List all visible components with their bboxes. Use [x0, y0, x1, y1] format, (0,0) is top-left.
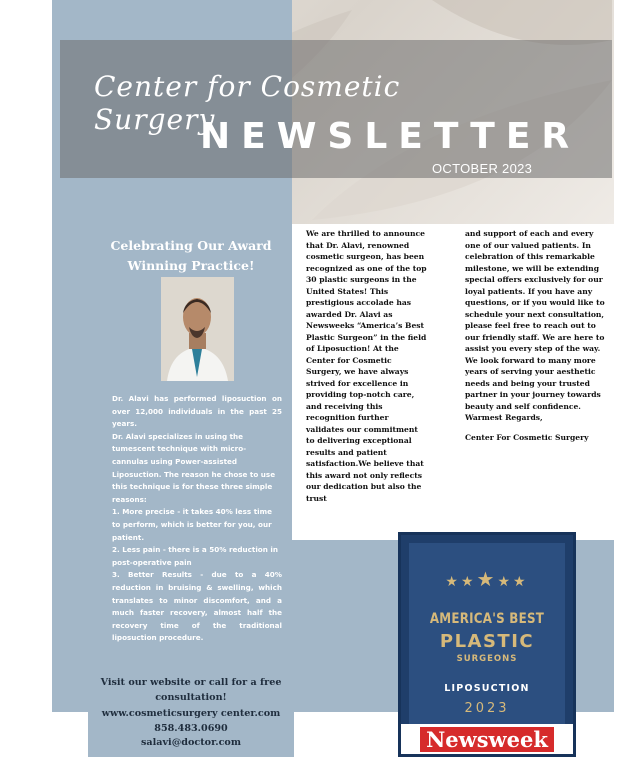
award-body: [112, 393, 282, 645]
newsweek-wordmark: Newsweek: [420, 727, 554, 752]
signature: Center For Cosmetic Surgery: [465, 432, 589, 442]
contact-cta: Visit our website or call for a free consultation!: [100, 677, 282, 703]
issue-date: OCTOBER 2023: [432, 161, 533, 176]
reason-item: 2. Less pain - there is a 50% reduction in post-operative pain: [112, 545, 278, 567]
badge-category: LIPOSUCTION: [444, 683, 530, 694]
article-column-1: [300, 224, 432, 540]
reason-item: 3. Better Results - due to a 40% reduction in bruising & swelling, which translates to minor discomfort, and a much faster recovery, almost half the recovery time of the traditional liposuction procedure.: [112, 570, 282, 643]
badge-year: 2023: [464, 701, 510, 716]
award-heading: Celebrating Our Award Winning Practice!: [110, 238, 272, 273]
badge-face: [409, 543, 565, 724]
doctor-photo: [161, 277, 234, 381]
reason-item: 1. More precise - it takes 40% less time to perform, which is better for you, our patient.: [112, 507, 272, 542]
script-title: Center for Cosmetic Surgery: [94, 70, 401, 136]
article-text-2: and support of each and every one of our valued patients. In celebration of this remarkable milestone, we will be extending special offers exclusively for our loyal patients. If you have any questions, or if you would like to schedule your next consultation, please feel free to reach out to our friendly staff. We are here to assist you every step of the way. We look forward to many more years of serving your aesthetic needs and being your trusted partner in your journey towards beauty and self confidence. Warmest Regards,: [465, 229, 605, 422]
badge-line-3: SURGEONS: [456, 654, 518, 664]
contact-block: [88, 676, 294, 751]
phone-number[interactable]: 858.483.0690: [154, 722, 228, 734]
article-text-1: We are thrilled to announce that Dr. Alavi, renowned cosmetic surgeon, has been recognized as one of the top 30 plastic surgeons in the United States! This prestigious accolade has awarded Dr. Alavi as Newsweeks “America’s Best Plastic Surgeon” in the field of Liposuction! At the Center for Cosmetic Surgery, we have always strived for excellence in providing top-notch care, and receiving this recognition further validates our commitment to delivering exceptional results and patient satisfaction.We believe that this award not only reflects our dedication but also the trust: [306, 229, 427, 503]
star-icon: ★★★★★: [445, 567, 529, 591]
technique-paragraph: Dr. Alavi specializes in using the tumescent technique with micro-cannulas using Power-assisted Liposuction. The reason he chose to use this technique is for these three simple reasons:: [112, 431, 276, 504]
newsweek-logo: [401, 727, 573, 752]
email-link[interactable]: salavi@doctor.com: [141, 737, 241, 748]
newsletter-title: NEWSLETTER: [200, 116, 581, 157]
badge-line-2: PLASTIC: [439, 631, 535, 652]
badge-line-1: AMERICA'S BEST: [429, 611, 545, 627]
article-column-2: [457, 224, 607, 540]
website-link[interactable]: www.cosmeticsurgery center.com: [101, 708, 281, 719]
award-intro: Dr. Alavi has performed liposuction on over 12,000 individuals in the past 25 years.: [112, 394, 282, 429]
newsweek-award-badge: [398, 532, 576, 757]
